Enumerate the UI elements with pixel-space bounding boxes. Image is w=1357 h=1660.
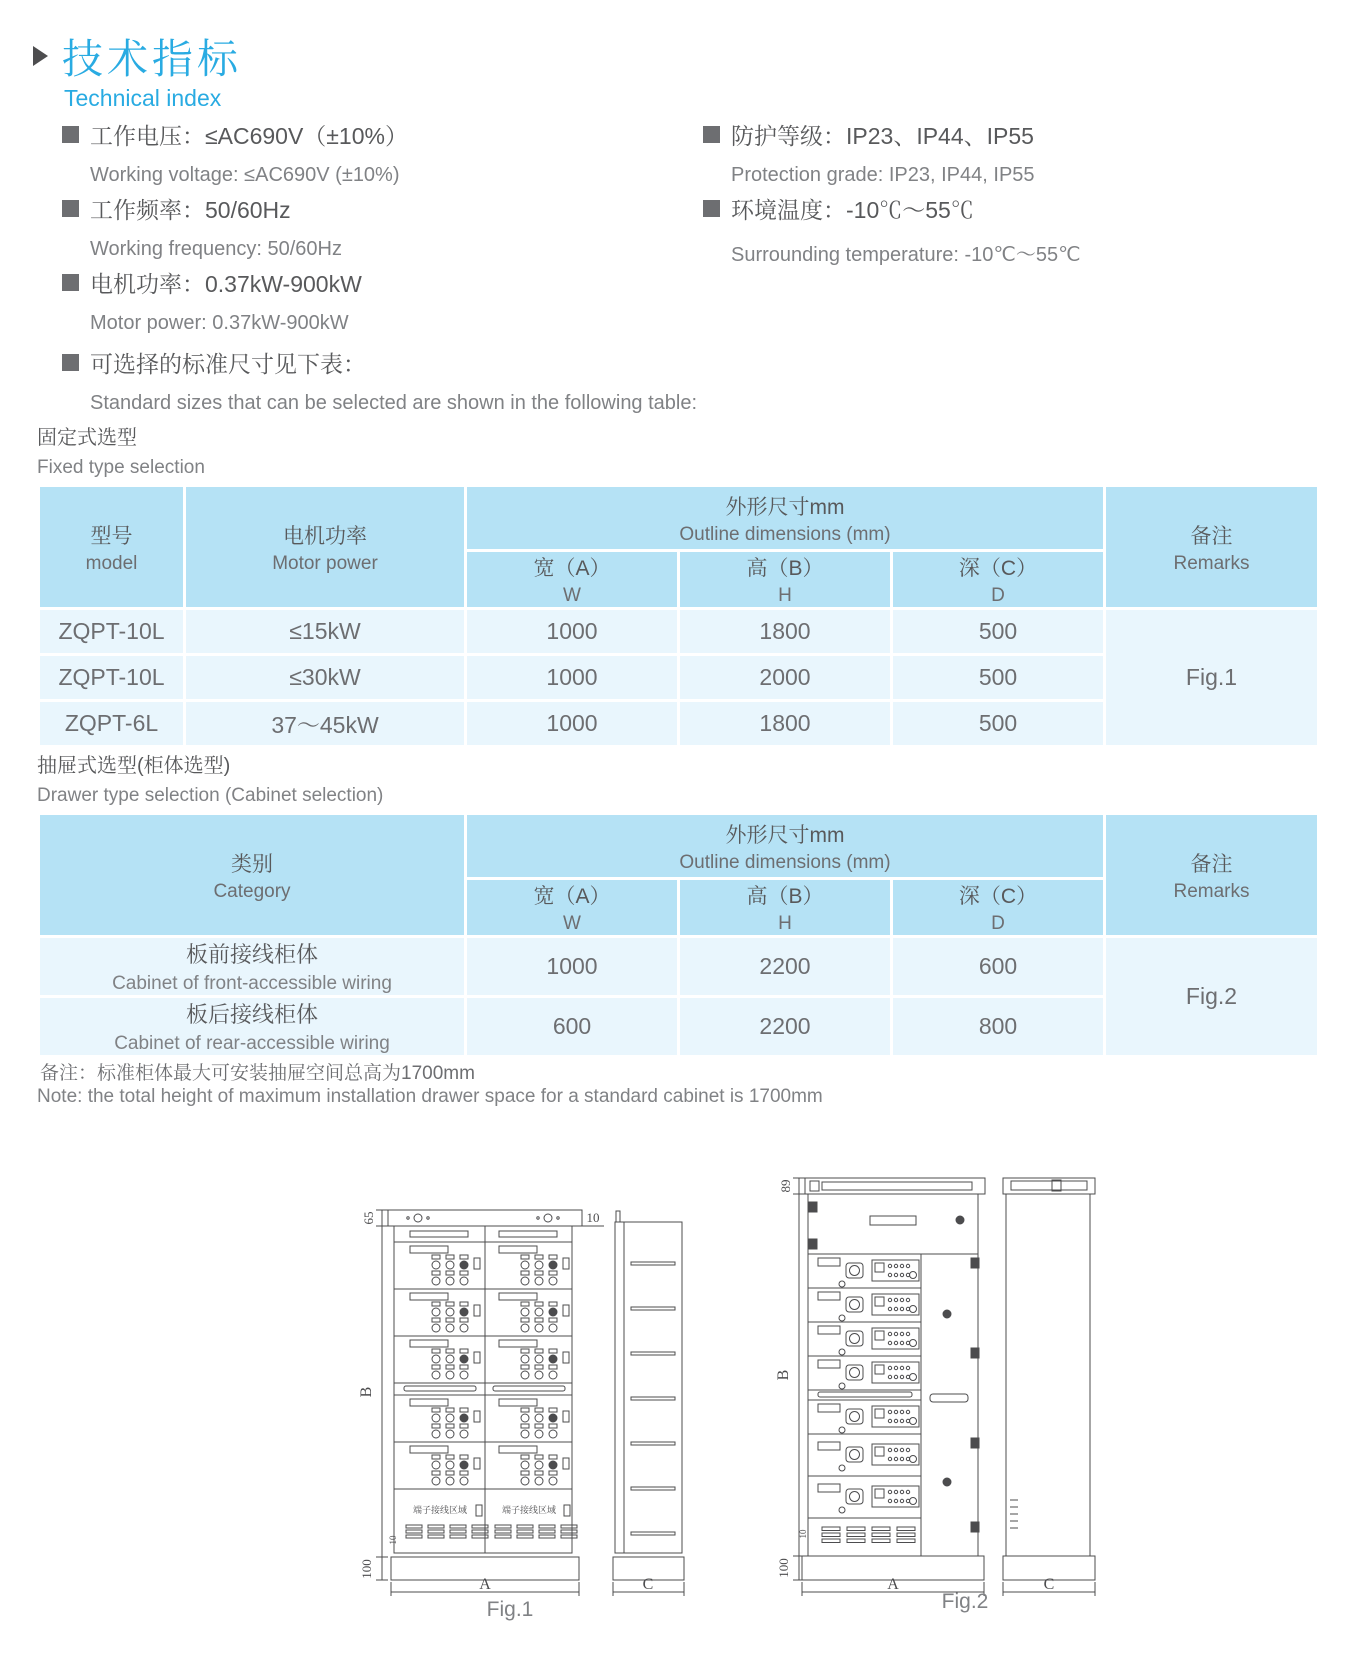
table-row bbox=[40, 938, 1317, 995]
spec-zh: 工作频率：50/60Hz bbox=[90, 197, 291, 223]
col-header-remarks: 备注 Remarks bbox=[1106, 487, 1317, 607]
table-header-row bbox=[40, 815, 1317, 877]
section-title-zh: 固定式选型 bbox=[37, 427, 137, 449]
note-zh: 备注：标准柜体最大可安装抽屉空间总高为1700mm bbox=[40, 1063, 475, 1084]
spec-protection-grade bbox=[703, 118, 1343, 187]
cell-depth: 500 bbox=[893, 610, 1103, 653]
spec-working-voltage bbox=[62, 118, 702, 187]
fig2-dim-width-label: A bbox=[887, 1576, 899, 1593]
section-fixed-type bbox=[37, 421, 205, 479]
fig2-dim-base-label: 100 bbox=[776, 1558, 791, 1578]
spec-en: Standard sizes that can be selected are shown in the following table: bbox=[90, 392, 698, 414]
drawer-type-table bbox=[37, 812, 1320, 1058]
cell-power: ≤30kW bbox=[186, 656, 464, 699]
cell-width: 600 bbox=[467, 998, 677, 1055]
cell-width: 1000 bbox=[467, 610, 677, 653]
spec-motor-power bbox=[62, 266, 702, 335]
fig2-cabinet-drawing bbox=[700, 1108, 1100, 1628]
fig2-dim-height-label: B bbox=[775, 1369, 792, 1381]
spec-en: Working frequency: 50/60Hz bbox=[90, 238, 342, 260]
col-header-width: 宽（A） W bbox=[467, 880, 677, 935]
section-arrow-icon bbox=[33, 46, 48, 66]
note-en: Note: the total height of maximum installation drawer space for a standard cabinet is 1700mm bbox=[37, 1086, 823, 1107]
fig1-cabinet-drawing bbox=[330, 1112, 700, 1612]
col-header-remarks: 备注 Remarks bbox=[1106, 815, 1317, 935]
fig2-dim-small-label: 10 bbox=[798, 1529, 808, 1539]
section-drawer-type bbox=[37, 749, 383, 807]
table-header-row bbox=[40, 487, 1317, 549]
cell-height: 2000 bbox=[680, 656, 890, 699]
fig1-dim-cap-label: 65 bbox=[361, 1211, 376, 1225]
bullet-square-icon bbox=[62, 354, 79, 371]
fig1-dim-small-label: 10 bbox=[388, 1535, 398, 1545]
spec-en: Motor power: 0.37kW-900kW bbox=[90, 312, 349, 334]
cell-depth: 800 bbox=[893, 998, 1103, 1055]
cell-depth: 500 bbox=[893, 702, 1103, 745]
cell-height: 2200 bbox=[680, 938, 890, 995]
cell-depth: 500 bbox=[893, 656, 1103, 699]
col-header-motor-power: 电机功率 Motor power bbox=[186, 487, 464, 607]
bullet-square-icon bbox=[703, 200, 720, 217]
col-header-outline-dimensions: 外形尺寸mm Outline dimensions (mm) bbox=[467, 815, 1103, 877]
cell-width: 1000 bbox=[467, 702, 677, 745]
col-header-width: 宽（A） W bbox=[467, 552, 677, 607]
fig1-caption: Fig.1 bbox=[486, 1598, 534, 1621]
fig2-caption: Fig.2 bbox=[941, 1590, 989, 1613]
spec-en: Protection grade: IP23, IP44, IP55 bbox=[731, 164, 1035, 186]
bullet-square-icon bbox=[703, 126, 720, 143]
fig1-terminal-label: 端子接线区域 bbox=[412, 1505, 468, 1515]
col-header-height: 高（B） H bbox=[680, 880, 890, 935]
fig1-dim-width-label: A bbox=[479, 1576, 491, 1593]
spec-en: Working voltage: ≤AC690V (±10%) bbox=[90, 164, 400, 186]
fig2-dim-depth-label: C bbox=[1043, 1576, 1055, 1593]
spec-surrounding-temperature bbox=[703, 192, 1343, 267]
fixed-type-table bbox=[37, 484, 1320, 748]
fig1-dim-overhang-label: 10 bbox=[586, 1210, 600, 1225]
cell-model: ZQPT-6L bbox=[40, 702, 183, 745]
bullet-square-icon bbox=[62, 274, 79, 291]
cell-depth: 600 bbox=[893, 938, 1103, 995]
section-title-zh: 抽屉式选型(柜体选型) bbox=[37, 755, 231, 777]
cell-remark: Fig.2 bbox=[1106, 938, 1317, 1055]
cell-width: 1000 bbox=[467, 656, 677, 699]
col-header-outline-dimensions: 外形尺寸mm Outline dimensions (mm) bbox=[467, 487, 1103, 549]
spec-standard-sizes bbox=[62, 346, 702, 415]
table-row bbox=[40, 610, 1317, 653]
bullet-square-icon bbox=[62, 126, 79, 143]
section-title-en: Drawer type selection (Cabinet selection) bbox=[37, 785, 384, 806]
spec-zh: 环境温度：-10℃～55℃ bbox=[731, 197, 974, 223]
section-title-en: Fixed type selection bbox=[37, 457, 205, 478]
spec-zh: 防护等级：IP23、IP44、IP55 bbox=[731, 123, 1034, 149]
bullet-square-icon bbox=[62, 200, 79, 217]
cell-model: ZQPT-10L bbox=[40, 610, 183, 653]
cell-power: ≤15kW bbox=[186, 610, 464, 653]
cell-category: 板后接线柜体 Cabinet of rear-accessible wiring bbox=[40, 998, 464, 1055]
spec-working-frequency bbox=[62, 192, 702, 261]
spec-zh: 可选择的标准尺寸见下表： bbox=[90, 351, 366, 377]
spec-zh: 工作电压：≤AC690V（±10%） bbox=[90, 123, 408, 149]
fig2-dim-cap-label: 89 bbox=[778, 1179, 793, 1193]
page-title: 技术指标 bbox=[62, 36, 242, 82]
page-subtitle: Technical index bbox=[64, 85, 222, 111]
cell-category: 板前接线柜体 Cabinet of front-accessible wiring bbox=[40, 938, 464, 995]
cell-height: 1800 bbox=[680, 702, 890, 745]
cell-remark: Fig.1 bbox=[1106, 610, 1317, 745]
spec-en: Surrounding temperature: -10℃～55℃ bbox=[731, 244, 1081, 266]
col-header-height: 高（B） H bbox=[680, 552, 890, 607]
col-header-depth: 深（C） D bbox=[893, 880, 1103, 935]
cell-height: 1800 bbox=[680, 610, 890, 653]
fig1-terminal-label: 端子接线区域 bbox=[501, 1505, 557, 1515]
cell-model: ZQPT-10L bbox=[40, 656, 183, 699]
fig1-dim-height-label: B bbox=[358, 1386, 375, 1398]
col-header-category: 类别 Category bbox=[40, 815, 464, 935]
cell-power: 37～45kW bbox=[186, 702, 464, 745]
col-header-model: 型号 model bbox=[40, 487, 183, 607]
fig1-dim-depth-label: C bbox=[642, 1576, 654, 1593]
cell-height: 2200 bbox=[680, 998, 890, 1055]
cell-width: 1000 bbox=[467, 938, 677, 995]
col-header-depth: 深（C） D bbox=[893, 552, 1103, 607]
spec-zh: 电机功率：0.37kW-900kW bbox=[90, 271, 362, 297]
fig1-dim-base-label: 100 bbox=[359, 1559, 374, 1579]
